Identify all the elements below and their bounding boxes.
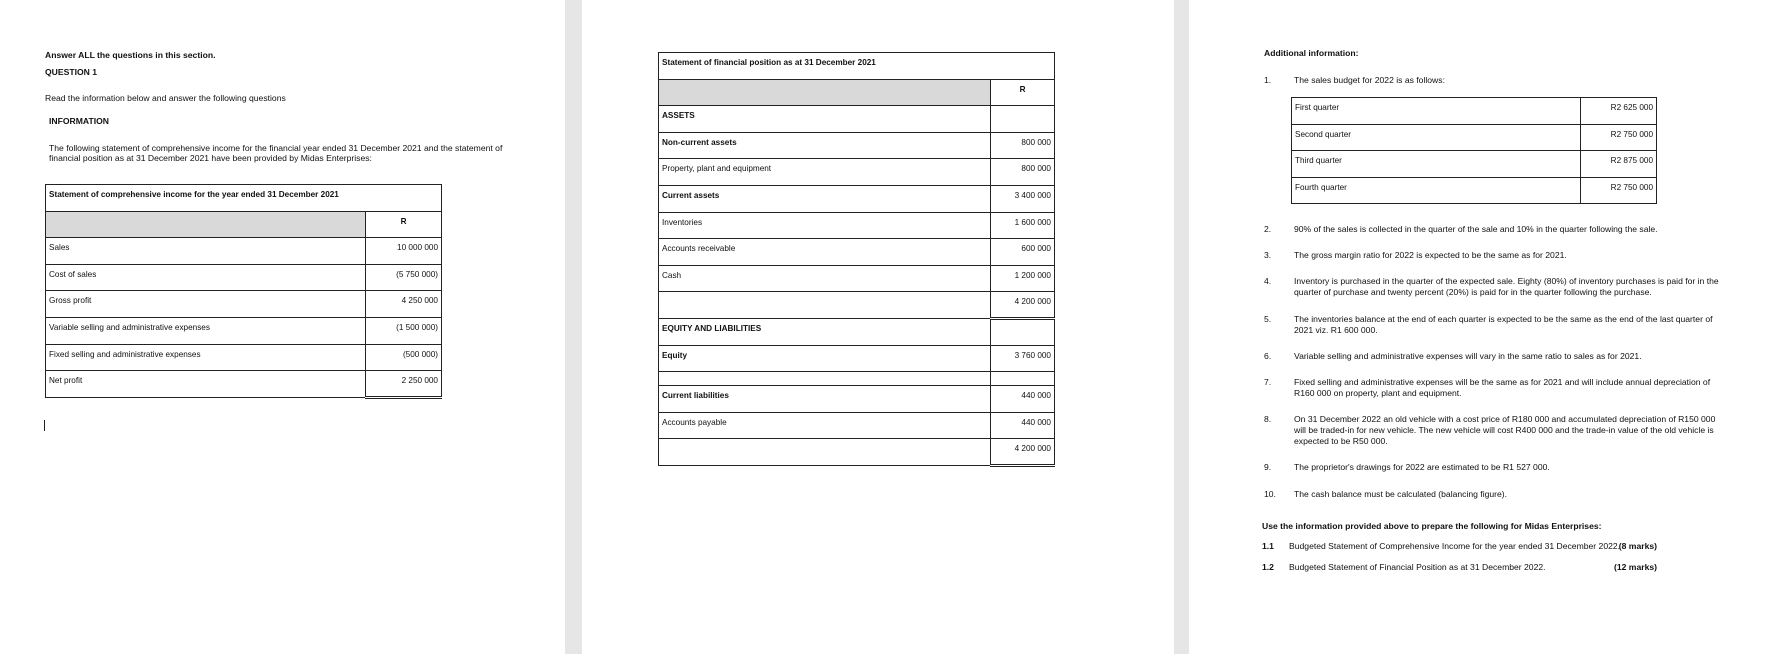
table-row [659,106,1055,133]
row-label: Accounts receivable [659,239,991,266]
task-text: Budgeted Statement of Financial Position as at 31 December 2022. [1289,562,1546,572]
row-amount: 10 000 000 [366,238,442,265]
shaded-header-cell [46,211,366,238]
table-row [659,159,1055,186]
table-row [1292,177,1657,204]
quarter-amount: R2 625 000 [1581,98,1657,125]
quarter-amount: R2 875 000 [1581,151,1657,178]
row-label: Equity [659,345,991,372]
item-text: The proprietor's drawings for 2022 are estimated to be R1 527 000. [1294,462,1550,472]
row-label: Fixed selling and administrative expenses [46,344,366,371]
table-row [659,345,1055,372]
row-label [659,292,991,319]
row-label: Sales [46,238,366,265]
item-text: The inventories balance at the end of each quarter is expected to be the same as the end of the last quarter of [1294,314,1713,324]
item-number: 2. [1264,224,1272,234]
table-row [659,239,1055,266]
text-cursor[interactable] [44,420,45,431]
row-amount: 600 000 [991,239,1055,266]
row-label: Inventories [659,212,991,239]
item-text-cont: quarter of purchase and twenty percent (20%) is paid for in the quarter following the purchase. [1294,287,1652,297]
row-label: EQUITY AND LIABILITIES [659,318,991,345]
financial-position-title: Statement of financial position as at 31 December 2021 [659,53,1055,80]
table-row [659,386,1055,413]
intro-line-1: The following statement of comprehensive income for the financial year ended 31 December 2021 and the statement of [49,143,503,153]
row-amount: (500 000) [366,344,442,371]
shaded-header-cell [659,79,991,106]
row-label: Accounts payable [659,412,991,439]
table-row [46,371,442,398]
table-row [659,212,1055,239]
table-row [46,317,442,344]
row-amount: 4 200 000 [991,292,1055,319]
row-amount [991,106,1055,133]
document-page-3 [1189,0,1786,654]
sales-budget-table [1291,97,1657,204]
info-heading: INFORMATION [49,116,109,126]
row-label: ASSETS [659,106,991,133]
task-marks: (8 marks) [1618,541,1657,551]
table-row [659,439,1055,466]
row-label: Cost of sales [46,264,366,291]
quarter-label: Fourth quarter [1292,177,1581,204]
item-text: On 31 December 2022 an old vehicle with a cost price of R180 000 and accumulated depreciation of R150 000 [1294,414,1716,424]
row-amount: 2 250 000 [366,371,442,398]
additional-info-heading: Additional information: [1264,48,1359,58]
table-row [1292,124,1657,151]
table-row [46,291,442,318]
document-page-2 [582,0,1174,654]
row-label: Gross profit [46,291,366,318]
row-amount: 800 000 [991,132,1055,159]
item-text: The gross margin ratio for 2022 is expected to be the same as for 2021. [1294,250,1567,260]
quarter-label: Third quarter [1292,151,1581,178]
question-title: QUESTION 1 [45,67,98,77]
row-amount: 3 400 000 [991,185,1055,212]
row-amount: (1 500 000) [366,317,442,344]
row-label [659,439,991,466]
row-label: Current liabilities [659,386,991,413]
item-text-cont: will be traded-in for new vehicle. The new vehicle will cost R400 000 and the trade-in value of the old vehicle is [1294,425,1714,435]
row-label: Variable selling and administrative expenses [46,317,366,344]
quarter-amount: R2 750 000 [1581,124,1657,151]
quarter-label: First quarter [1292,98,1581,125]
row-amount [991,372,1055,386]
table-row [659,372,1055,386]
row-label: Net profit [46,371,366,398]
item-text: Fixed selling and administrative expenses will be the same as for 2021 and will include annual depreciation of [1294,377,1711,387]
item-text: Inventory is purchased in the quarter of the expected sale. Eighty (80%) of inventory purchases is paid for in the [1294,276,1719,286]
item-number: 7. [1264,377,1272,387]
table-row [659,292,1055,319]
row-label: Property, plant and equipment [659,159,991,186]
row-amount: 4 250 000 [366,291,442,318]
row-amount: 1 200 000 [991,265,1055,292]
row-amount: 800 000 [991,159,1055,186]
task-marks: (12 marks) [1614,562,1657,572]
document-page-1 [0,0,565,654]
table-row [659,318,1055,345]
table-row [659,132,1055,159]
currency-header: R [991,79,1055,106]
task-text: Budgeted Statement of Comprehensive Income for the year ended 31 December 2022. [1289,541,1621,551]
financial-position-table [658,52,1055,467]
item-number: 9. [1264,462,1272,472]
item-text-cont: expected to be R50 000. [1294,436,1388,446]
table-row [1292,98,1657,125]
item-text: Variable selling and administrative expenses will vary in the same ratio to sales as for 2021. [1294,351,1642,361]
item-text-cont: 2021 viz. R1 600 000. [1294,325,1378,335]
income-statement-title: Statement of comprehensive income for the year ended 31 December 2021 [46,185,442,212]
row-amount: 440 000 [991,386,1055,413]
table-row [659,265,1055,292]
task-number: 1.1 [1262,541,1274,551]
currency-header: R [366,211,442,238]
item-number: 5. [1264,314,1272,324]
item-number: 10. [1264,489,1276,499]
row-amount: 440 000 [991,412,1055,439]
quarter-label: Second quarter [1292,124,1581,151]
row-label: Cash [659,265,991,292]
item-number: 1. [1264,75,1272,85]
use-info-instruction: Use the information provided above to prepare the following for Midas Enterprises: [1262,521,1602,531]
table-row [659,412,1055,439]
row-label: Current assets [659,185,991,212]
instruction-text: Answer ALL the questions in this section. [45,50,216,60]
quarter-amount: R2 750 000 [1581,177,1657,204]
task-number: 1.2 [1262,562,1274,572]
intro-line-2: financial position as at 31 December 2021 have been provided by Midas Enterprises: [49,153,372,163]
income-statement-table [45,184,442,399]
item-number: 8. [1264,414,1272,424]
item-text: 90% of the sales is collected in the quarter of the sale and 10% in the quarter following the sale. [1294,224,1658,234]
table-row [1292,151,1657,178]
item-text: The sales budget for 2022 is as follows: [1294,75,1445,85]
row-amount: 1 600 000 [991,212,1055,239]
table-row [46,344,442,371]
item-text-cont: R160 000 on property, plant and equipment. [1294,388,1462,398]
row-amount: 4 200 000 [991,439,1055,466]
row-label [659,372,991,386]
table-row [659,185,1055,212]
item-number: 6. [1264,351,1272,361]
item-number: 3. [1264,250,1272,260]
item-text: The cash balance must be calculated (balancing figure). [1294,489,1508,499]
row-amount: (5 750 000) [366,264,442,291]
row-amount [991,318,1055,345]
read-info-text: Read the information below and answer the following questions [45,93,286,103]
row-amount: 3 760 000 [991,345,1055,372]
item-number: 4. [1264,276,1272,286]
table-row [46,264,442,291]
row-label: Non-current assets [659,132,991,159]
table-row [46,238,442,265]
